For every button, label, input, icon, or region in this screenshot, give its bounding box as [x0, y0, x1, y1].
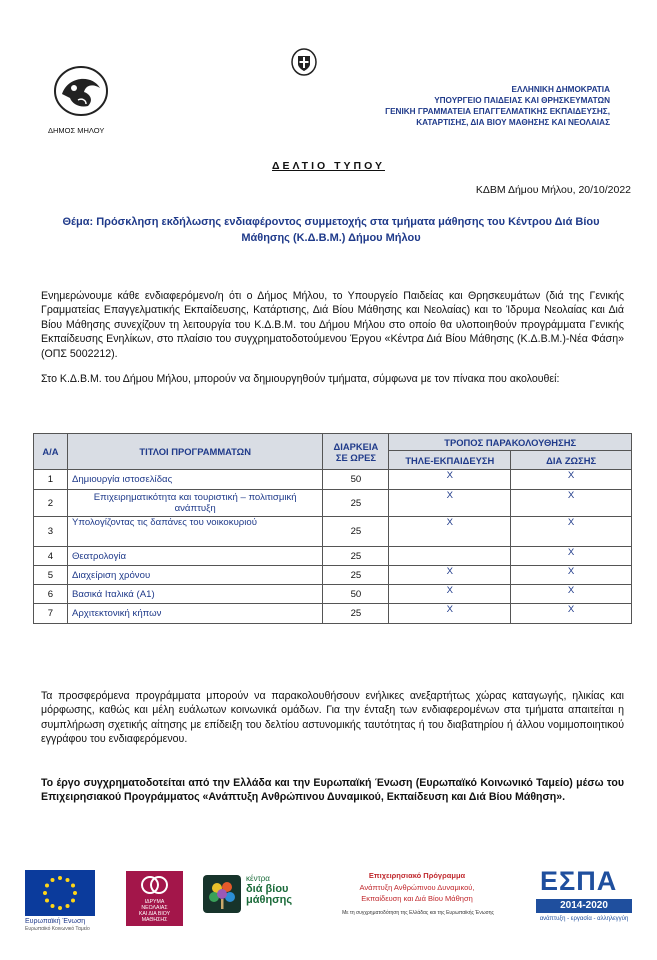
live-mark: X: [511, 604, 632, 624]
live-mark: X: [511, 517, 632, 547]
table-row: [34, 517, 632, 547]
program-hours: 50: [323, 470, 389, 490]
live-mark: X: [511, 490, 632, 517]
row-number: 5: [34, 566, 68, 585]
op-line-3: Εκπαίδευση και Διά Βίου Μάθηση: [361, 894, 473, 903]
document-title: ΔΕΛΤΙΟ ΤΥΠΟΥ: [272, 160, 385, 172]
program-title: Δημιουργία ιστοσελίδας: [67, 470, 322, 490]
header-duration: ΔΙΑΡΚΕΙΑ ΣΕ ΩΡΕΣ: [323, 434, 389, 470]
eu-flag-icon: [25, 870, 95, 916]
intro-paragraph: Ενημερώνουμε κάθε ενδιαφερόμενο/η ότι ο Δήμος Μήλου, το Υπουργείο Παιδείας και Θρησκευμάτων (διά της Γενικής Γραμματείας Επαγγελματικής Εκπαίδευσης, Κατάρτισης, Διά Βίου Μάθησης και Νεολαίας) και το Ίδρυμα Νεολαίας και Διά Βίου Μάθησης συνεχίζουν τη λειτουργία του Κ.Δ.Β.Μ. του Δήμου Μήλου στο οποίο θα υλοποιηθούν προγράμματα Γενικής Εκπαίδευσης Ενηλίκων, στο πλαίσιο του συγχρηματοδοτούμενου Έργου «Κέντρα Διά Βίου Μάθησης (Κ.Δ.Β.Μ.)-Νέα Φάση» (ΟΠΣ 5002212).: [41, 290, 624, 360]
header-aa: Α/Α: [34, 434, 68, 470]
ministry-line-3: ΓΕΝΙΚΗ ΓΡΑΜΜΑΤΕΙΑ ΕΠΑΓΓΕΛΜΑΤΙΚΗΣ ΕΚΠΑΙΔΕΥΣΗΣ,: [385, 107, 610, 116]
program-hours: 25: [323, 490, 389, 517]
table-row: [34, 604, 632, 624]
municipality-logo: [50, 64, 112, 118]
live-mark: X: [511, 470, 632, 490]
kdvm-line-2: διά βίου: [246, 883, 289, 895]
header-titles: ΤΙΤΛΟΙ ΠΡΟΓΡΑΜΜΑΤΩΝ: [67, 434, 322, 470]
header-remote: ΤΗΛΕ-ΕΚΠΑΙΔΕΥΣΗ: [389, 451, 511, 470]
program-hours: 25: [323, 604, 389, 624]
table-row: [34, 470, 632, 490]
program-title: Βασικά Ιταλικά (Α1): [67, 585, 322, 604]
greek-emblem-icon: [291, 48, 317, 76]
espa-years: 2014-2020: [536, 899, 632, 913]
remote-mark: X: [389, 585, 511, 604]
eligibility-paragraph: Τα προσφερόμενα προγράμματα μπορούν να παρακολουθήσουν ενήλικες ανεξαρτήτως χώρας καταγωγής, ηλικίας και μόρφωσης, καθώς και μέλη ευάλωτων κοινωνικά ομάδων. Για την ένταξη των ενδιαφερομένων στα τμήματα απαιτείται η συμπλήρωση σχετικής αίτησης με επίδειξη του δελτίου αστυνομικής ταυτότητας ή του διαβατηρίου ή άλλου νομιμοποιητικού εγγράφου του ενδιαφερόμενου.: [41, 690, 624, 746]
program-title: Επιχειρηματικότητα και τουριστική – πολιτισμική ανάπτυξη: [67, 490, 322, 517]
row-number: 1: [34, 470, 68, 490]
programs-table: [33, 433, 632, 624]
program-hours: 50: [323, 585, 389, 604]
espa-slogan: ανάπτυξη - εργασία - αλληλεγγύη: [539, 916, 629, 922]
program-hours: 25: [323, 547, 389, 566]
program-hours: 25: [323, 517, 389, 547]
program-title: Αρχιτεκτονική κήπων: [67, 604, 322, 624]
op-title: Επιχειρησιακό Πρόγραμμα: [368, 871, 466, 880]
program-title: Θεατρολογία: [67, 547, 322, 566]
ministry-line-4: ΚΑΤΑΡΤΙΣΗΣ, ΔΙΑ ΒΙΟΥ ΜΑΘΗΣΗΣ ΚΑΙ ΝΕΟΛΑΙΑΣ: [416, 118, 610, 127]
inedivim-line-1: ΙΔΡΥΜΑ: [144, 899, 165, 905]
row-number: 2: [34, 490, 68, 517]
kdvm-tree-icon: [203, 875, 241, 913]
funding-paragraph: Το έργο συγχρηματοδοτείται από την Ελλάδα και την Ευρωπαϊκή Ένωση (Ευρωπαϊκό Κοινωνικό Ταμείο) μέσω του Επιχειρησιακού Προγράμματος «Ανάπτυξη Ανθρώπινου Δυναμικού, Εκπαίδευση και Διά Βίου Μάθηση».: [41, 777, 624, 804]
kdvm-logo-text: [246, 873, 292, 906]
op-cofunding-note: Με τη συγχρηματοδότηση της Ελλάδας και της Ευρωπαϊκής Ένωσης: [342, 910, 494, 916]
inedivim-line-3: ΚΑΙ ΔΙΑ ΒΙΟΥ: [138, 911, 171, 917]
table-row: [34, 490, 632, 517]
eu-label: Ευρωπαϊκή Ένωση: [25, 918, 86, 925]
remote-mark: X: [389, 490, 511, 517]
live-mark: X: [511, 547, 632, 566]
remote-mark: [389, 547, 511, 566]
date-line: ΚΔΒΜ Δήμου Μήλου, 20/10/2022: [475, 184, 631, 196]
kdvm-line-3: μάθησης: [246, 894, 293, 906]
row-number: 4: [34, 547, 68, 566]
table-row: [34, 566, 632, 585]
header-mode: ΤΡΟΠΟΣ ΠΑΡΑΚΟΛΟΥΘΗΣΗΣ: [389, 434, 632, 451]
kdvm-line-1: κέντρα: [246, 874, 270, 883]
espa-logo: ΕΣΠΑ: [540, 866, 618, 896]
live-mark: X: [511, 585, 632, 604]
subject-line: Θέμα: Πρόσκληση εκδήλωσης ενδιαφέροντος συμμετοχής στα τμήματα μάθησης του Κέντρου Διά Βίου Μάθησης (Κ.Δ.Β.Μ.) Δήμου Μήλου: [62, 216, 600, 244]
inedivim-line-2: ΝΕΟΛΑΙΑΣ: [141, 905, 168, 911]
program-title: Υπολογίζοντας τις δαπάνες του νοικοκυριού: [67, 517, 322, 547]
program-title: Διαχείριση χρόνου: [67, 566, 322, 585]
remote-mark: X: [389, 517, 511, 547]
ministry-line-1: ΕΛΛΗΝΙΚΗ ΔΗΜΟΚΡΑΤΙΑ: [511, 85, 610, 94]
eu-sub-label: Ευρωπαϊκό Κοινωνικό Ταμείο: [25, 926, 90, 932]
table-row: [34, 585, 632, 604]
row-number: 6: [34, 585, 68, 604]
op-line-2: Ανάπτυξη Ανθρώπινου Δυναμικού,: [359, 883, 475, 892]
remote-mark: X: [389, 566, 511, 585]
table-intro-paragraph: Στο Κ.Δ.Β.Μ. του Δήμου Μήλου, μπορούν να δημιουργηθούν τμήματα, σύμφωνα με τον πίνακα που ακολουθεί:: [41, 373, 560, 385]
table-row: [34, 547, 632, 566]
program-hours: 25: [323, 566, 389, 585]
remote-mark: X: [389, 470, 511, 490]
ministry-line-2: ΥΠΟΥΡΓΕΙΟ ΠΑΙΔΕΙΑΣ ΚΑΙ ΘΡΗΣΚΕΥΜΑΤΩΝ: [434, 96, 610, 105]
row-number: 7: [34, 604, 68, 624]
remote-mark: X: [389, 604, 511, 624]
live-mark: X: [511, 566, 632, 585]
inedivim-logo: [126, 871, 183, 926]
inedivim-line-4: ΜΑΘΗΣΗΣ: [141, 917, 168, 923]
header-live: ΔΙΑ ΖΩΣΗΣ: [511, 451, 632, 470]
municipality-label: ΔΗΜΟΣ ΜΗΛΟΥ: [48, 126, 105, 135]
row-number: 3: [34, 517, 68, 547]
